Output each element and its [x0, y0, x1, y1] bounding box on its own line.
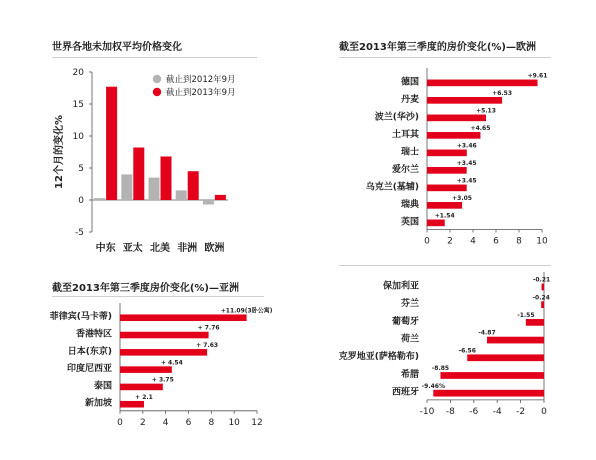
chart2-value-label: +3.05 [452, 195, 472, 203]
chart1-y-tick-label: 10 [72, 132, 84, 142]
chart2-category-label: 瑞典 [400, 199, 419, 210]
chart2-value-label: +5.13 [476, 107, 496, 115]
chart4-value-label: -9.46% [421, 382, 445, 390]
chart2-x-tick-label: 2 [447, 236, 453, 247]
chart2-bar [427, 115, 486, 122]
chart4-bar [433, 390, 544, 397]
chart2-value-label: +1.54 [434, 212, 455, 220]
chart2-category-label: 德国 [400, 77, 419, 88]
chart1-bar [121, 174, 132, 200]
chart4-category-label: 荷兰 [400, 334, 419, 345]
chart4-value-label: -8.85 [431, 365, 450, 373]
chart3-category-label: 泰国 [93, 381, 112, 392]
chart4-x-tick-label: -10 [419, 406, 435, 417]
chart1-bar [133, 148, 144, 200]
chart4-bar [526, 319, 544, 326]
chart2-category-label: 乌克兰(基辅) [365, 182, 419, 193]
chart1-bar [215, 195, 226, 200]
chart4-bar [440, 372, 544, 379]
chart4-x-tick-label: -4 [492, 406, 502, 417]
chart1-bar [94, 198, 105, 200]
chart3-category-label: 印度尼西亚 [66, 364, 112, 375]
chart2-title: 截至2013年第三季度的房价变化(%)—欧洲 [339, 42, 536, 53]
chart1-y-tick-label: 20 [72, 68, 84, 78]
chart2-bar [427, 150, 467, 157]
chart3-bar [120, 349, 207, 356]
chart4-x-tick-label: -2 [516, 406, 526, 417]
chart1-y-axis-label: 12个月的变化% [54, 115, 65, 189]
chart4-bar [487, 337, 544, 344]
chart3-x-tick-label: 2 [139, 417, 146, 428]
chart1-legend-marker [153, 75, 161, 83]
chart2-category-label: 爱尔兰 [391, 164, 419, 175]
chart3-bar [120, 366, 172, 373]
chart4-category-label: 保加利亚 [382, 281, 419, 292]
chart2-x-tick-label: 0 [424, 236, 430, 247]
chart3-value-label: + 4.54 [160, 359, 183, 367]
chart1-bar [176, 190, 187, 200]
chart4-category-label: 西班牙 [391, 387, 419, 398]
chart4-bar [467, 354, 544, 361]
chart3-category-label: 香港特区 [75, 329, 112, 340]
chart3-x-tick-label: 8 [208, 417, 215, 428]
chart2-x-tick-label: 8 [516, 236, 522, 247]
chart4-value-label: -0.21 [532, 276, 551, 284]
chart2-value-label: +6.53 [492, 90, 513, 98]
chart1-bar [203, 200, 214, 204]
chart3-value-label: + 7.76 [197, 324, 220, 332]
chart4-x-tick-label: -6 [469, 406, 479, 417]
chart1-legend-label: 截止到2013年9月 [166, 88, 236, 98]
chart3-x-tick-label: 6 [185, 417, 192, 428]
chart2-x-tick-label: 6 [493, 236, 499, 247]
chart2-bar [427, 80, 538, 87]
chart3-x-tick-label: 0 [117, 417, 123, 428]
chart1-x-tick-label: 北美 [150, 243, 170, 254]
chart4-bar [542, 284, 544, 291]
chart4-category-label: 芬兰 [400, 299, 419, 310]
chart3-x-tick-label: 10 [228, 417, 240, 428]
chart3-title: 截至2013年第三季度房价变化(%)—亚洲 [52, 283, 239, 294]
chart1-legend-marker [153, 88, 161, 96]
chart1-title: 世界各地未加权平均价格变化 [52, 42, 182, 53]
chart2-x-tick-label: 4 [470, 236, 476, 247]
chart2-category-label: 丹麦 [400, 94, 419, 105]
chart2-category-label: 英国 [400, 217, 419, 228]
chart2-bar [427, 220, 445, 227]
chart4-category-label: 克罗地亚(萨格勒布) [338, 352, 419, 363]
chart4-value-label: -6.56 [458, 347, 476, 355]
chart3-value-label: + 2.1 [135, 393, 153, 401]
chart3-bar [120, 314, 247, 321]
chart3-category-label: 菲律宾(马卡蒂) [49, 312, 112, 323]
chart2-bar [427, 97, 502, 104]
chart1-x-tick-label: 亚太 [122, 243, 143, 254]
chart2-value-label: +9.61 [527, 72, 548, 80]
chart4-x-tick-label: 0 [541, 406, 547, 417]
chart3-bar [120, 384, 163, 391]
chart1-y-tick-label: 15 [72, 100, 84, 110]
chart3-bar [120, 332, 209, 339]
chart2-bar [427, 185, 467, 192]
chart1-bar [149, 178, 160, 200]
chart1-legend-label: 截止到2012年9月 [166, 75, 236, 85]
chart3-value-label: + 3.75 [151, 376, 174, 384]
chart3-category-label: 日本(东京) [67, 346, 112, 357]
chart1-y-tick-label: -5 [75, 228, 84, 238]
chart4-category-label: 葡萄牙 [391, 316, 419, 327]
chart2-value-label: +3.46 [456, 142, 477, 150]
chart2-category-label: 土耳其 [391, 129, 419, 140]
chart1-x-tick-label: 中东 [95, 243, 116, 254]
chart3-value-label: + 7.63 [196, 342, 219, 350]
chart4-category-label: 希腊 [400, 369, 419, 380]
chart3-category-label: 新加坡 [84, 398, 112, 409]
chart2-value-label: +3.45 [456, 160, 477, 168]
chart2-bar [427, 202, 462, 209]
chart2-bar [427, 167, 467, 174]
chart3-value-label: +11.09(3卧公寓) [220, 307, 273, 315]
chart4-bar [541, 301, 544, 308]
chart1-y-tick-label: 0 [78, 196, 84, 206]
chart2-category-label: 波兰(华沙) [374, 112, 419, 123]
chart2-category-label: 瑞士 [400, 147, 419, 158]
chart1-bar [161, 156, 172, 200]
chart2-x-tick-label: 10 [536, 236, 548, 247]
chart1-bar [106, 87, 117, 200]
chart3-x-tick-label: 12 [251, 417, 263, 428]
chart1-y-tick-label: 5 [78, 164, 84, 174]
chart1-bar [188, 171, 199, 200]
chart2-bar [427, 132, 480, 139]
chart2-value-label: +4.65 [470, 125, 491, 133]
chart1-x-tick-label: 非洲 [177, 243, 198, 254]
chart3-bar [120, 401, 144, 408]
chart4-x-tick-label: -8 [445, 406, 455, 417]
chart4-value-label: -1.55 [517, 312, 535, 320]
chart2-value-label: +3.45 [456, 177, 477, 185]
chart4-value-label: -4.87 [478, 329, 496, 337]
chart3-x-tick-label: 4 [162, 417, 169, 428]
chart4-value-label: -0.24 [532, 294, 550, 302]
chart1-x-tick-label: 欧洲 [204, 243, 225, 254]
